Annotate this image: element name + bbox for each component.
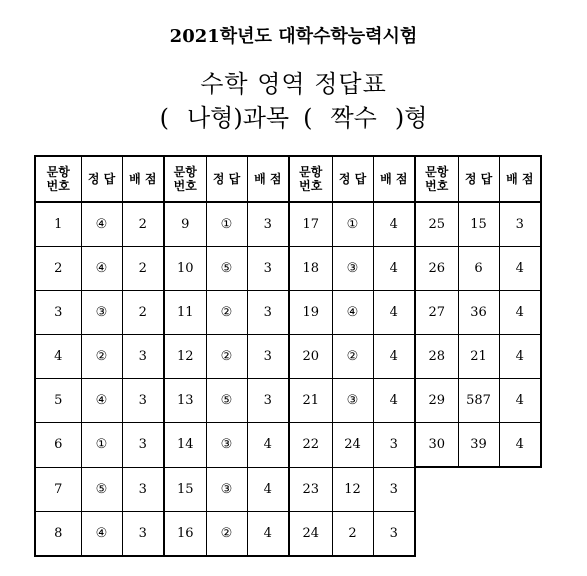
- table-row: [35, 511, 541, 556]
- answer-value: ①: [332, 202, 373, 247]
- answer-value: 12: [332, 467, 373, 511]
- question-number: 3: [35, 291, 81, 335]
- answer-value: 2: [332, 511, 373, 556]
- score-value: 3: [247, 202, 289, 247]
- empty-cell: [499, 467, 541, 511]
- header-score: 배 점: [499, 156, 541, 202]
- paren-close-type: )형: [394, 104, 428, 132]
- header-score: 배 점: [373, 156, 415, 202]
- answer-value: ④: [81, 379, 122, 423]
- table-row: [35, 291, 541, 335]
- score-value: 4: [499, 291, 541, 335]
- table-row: [35, 247, 541, 291]
- question-number: 12: [164, 335, 206, 379]
- score-value: 3: [247, 379, 289, 423]
- question-number: 1: [35, 202, 81, 247]
- answer-value: ②: [332, 335, 373, 379]
- answer-value: ④: [81, 247, 122, 291]
- question-number: 14: [164, 423, 206, 468]
- question-number: 26: [415, 247, 458, 291]
- answer-table: [34, 155, 542, 557]
- answer-value: ⑤: [206, 247, 247, 291]
- question-number: 8: [35, 511, 81, 556]
- question-number: 29: [415, 379, 458, 423]
- table-row: [35, 335, 541, 379]
- question-number: 30: [415, 423, 458, 468]
- answer-value: ⑤: [206, 379, 247, 423]
- question-number: 16: [164, 511, 206, 556]
- answer-value: 24: [332, 423, 373, 468]
- score-value: 4: [247, 467, 289, 511]
- paren-close-subject: )과목: [233, 104, 290, 132]
- question-number: 23: [289, 467, 332, 511]
- score-value: 2: [122, 247, 164, 291]
- answer-value: 587: [458, 379, 499, 423]
- score-value: 4: [499, 335, 541, 379]
- score-value: 3: [247, 247, 289, 291]
- header-number: 문항 번호: [415, 156, 458, 202]
- score-value: 4: [373, 335, 415, 379]
- exam-title: 2021학년도 대학수학능력시험: [169, 26, 418, 47]
- score-value: 2: [122, 291, 164, 335]
- header-score: 배 점: [122, 156, 164, 202]
- header-answer: 정 답: [81, 156, 122, 202]
- question-number: 15: [164, 467, 206, 511]
- table-row: [35, 379, 541, 423]
- answer-value: ①: [206, 202, 247, 247]
- score-value: 4: [247, 423, 289, 468]
- answer-value: ②: [206, 335, 247, 379]
- score-value: 4: [499, 423, 541, 468]
- answer-value: ④: [81, 511, 122, 556]
- answer-value: 36: [458, 291, 499, 335]
- answer-value: 6: [458, 247, 499, 291]
- answer-value: ④: [81, 202, 122, 247]
- answer-value: ②: [206, 511, 247, 556]
- question-number: 6: [35, 423, 81, 468]
- question-number: 13: [164, 379, 206, 423]
- score-value: 3: [373, 511, 415, 556]
- paper-type: 짝수: [330, 104, 377, 132]
- answer-value: ③: [81, 291, 122, 335]
- score-value: 4: [373, 202, 415, 247]
- header-answer: 정 답: [206, 156, 247, 202]
- question-number: 28: [415, 335, 458, 379]
- score-value: 4: [247, 511, 289, 556]
- paren-open-type: (: [303, 104, 313, 132]
- score-value: 3: [373, 423, 415, 468]
- empty-cell: [458, 511, 499, 556]
- score-value: 4: [499, 247, 541, 291]
- answer-value: ④: [332, 291, 373, 335]
- empty-cell: [415, 467, 458, 511]
- subject-name: 나형: [186, 104, 234, 132]
- answer-value: ②: [206, 291, 247, 335]
- score-value: 3: [499, 202, 541, 247]
- score-value: 3: [247, 335, 289, 379]
- score-value: 4: [373, 291, 415, 335]
- score-value: 4: [499, 379, 541, 423]
- question-number: 7: [35, 467, 81, 511]
- score-value: 3: [122, 467, 164, 511]
- score-value: 3: [122, 511, 164, 556]
- table-row: [35, 467, 541, 511]
- header-number: 문항 번호: [164, 156, 206, 202]
- answer-value: 39: [458, 423, 499, 468]
- answer-value: 15: [458, 202, 499, 247]
- answer-key-title: 수학 영역 정답표: [200, 70, 387, 98]
- answer-value: ②: [81, 335, 122, 379]
- header-row: [35, 156, 541, 202]
- score-value: 3: [373, 467, 415, 511]
- score-value: 3: [122, 379, 164, 423]
- answer-value: ①: [81, 423, 122, 468]
- score-value: 4: [373, 379, 415, 423]
- question-number: 25: [415, 202, 458, 247]
- answer-value: ③: [332, 247, 373, 291]
- question-number: 19: [289, 291, 332, 335]
- score-value: 4: [373, 247, 415, 291]
- table-row: [35, 423, 541, 468]
- score-value: 2: [122, 202, 164, 247]
- answer-value: ③: [206, 467, 247, 511]
- header-score: 배 점: [247, 156, 289, 202]
- question-number: 5: [35, 379, 81, 423]
- score-value: 3: [122, 423, 164, 468]
- question-number: 10: [164, 247, 206, 291]
- header-answer: 정 답: [332, 156, 373, 202]
- question-number: 22: [289, 423, 332, 468]
- answer-value: ③: [206, 423, 247, 468]
- question-number: 20: [289, 335, 332, 379]
- header-number: 문항 번호: [35, 156, 81, 202]
- question-number: 27: [415, 291, 458, 335]
- question-number: 18: [289, 247, 332, 291]
- answer-value: 21: [458, 335, 499, 379]
- header-number: 문항 번호: [289, 156, 332, 202]
- empty-cell: [499, 511, 541, 556]
- answer-value: ⑤: [81, 467, 122, 511]
- subject-type-line: [0, 98, 587, 133]
- question-number: 9: [164, 202, 206, 247]
- table-row: [35, 202, 541, 247]
- question-number: 21: [289, 379, 332, 423]
- header-answer: 정 답: [458, 156, 499, 202]
- score-value: 3: [247, 291, 289, 335]
- paren-open: (: [159, 104, 169, 132]
- question-number: 24: [289, 511, 332, 556]
- answer-value: ③: [332, 379, 373, 423]
- question-number: 2: [35, 247, 81, 291]
- question-number: 17: [289, 202, 332, 247]
- empty-cell: [415, 511, 458, 556]
- question-number: 11: [164, 291, 206, 335]
- score-value: 3: [122, 335, 164, 379]
- question-number: 4: [35, 335, 81, 379]
- empty-cell: [458, 467, 499, 511]
